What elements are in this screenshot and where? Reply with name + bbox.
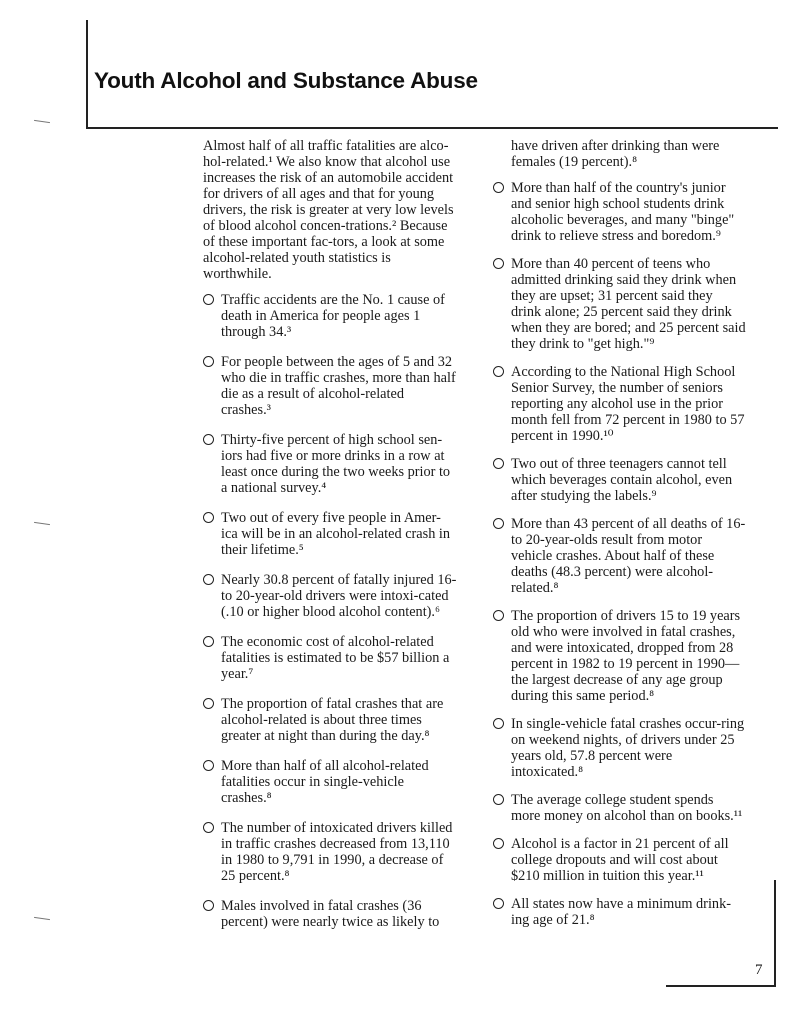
- list-item-text: Traffic accidents are the No. 1 cause of death in America for people ages 1 through 34.³: [221, 292, 445, 340]
- footer-vertical-rule: [774, 880, 776, 986]
- circle-bullet-icon: [493, 182, 504, 193]
- list-item: [203, 758, 457, 806]
- list-item-text: According to the National High School Senior Survey, the number of seniors reporting any alcohol use in the prior month fell from 72 percent in 1980 to 57 percent in 1990.¹⁰: [511, 364, 745, 444]
- page-number: 7: [755, 962, 763, 978]
- list-item: [203, 354, 457, 418]
- circle-bullet-icon: [203, 356, 214, 367]
- list-item: [493, 364, 746, 444]
- list-item-text: Two out of three teenagers cannot tell which beverages contain alcohol, even after studying the labels.⁹: [511, 456, 733, 504]
- circle-bullet-icon: [203, 512, 214, 523]
- list-item: [493, 896, 746, 928]
- circle-bullet-icon: [203, 900, 214, 911]
- list-item: [203, 572, 457, 620]
- list-item-text: The economic cost of alcohol-related fatalities is estimated to be $57 billion a year.⁷: [221, 634, 450, 682]
- list-item-text: The proportion of fatal crashes that are alcohol-related is about three times greater at night than during the day.⁸: [221, 696, 444, 744]
- list-item-text: More than 40 percent of teens who admitted drinking said they drink when they are upset; 31 percent said they drink alone; 25 percent said they drink when they are bored; and 25 percent said they drink to "get high."⁹: [511, 256, 746, 352]
- list-item-text: More than half of all alcohol-related fatalities occur in single-vehicle crashes.⁸: [221, 758, 429, 806]
- circle-bullet-icon: [203, 574, 214, 585]
- list-item-text: More than half of the country's junior and senior high school students drink alcoholic beverages, and many "binge" drink to relieve stress and boredom.⁹: [511, 180, 735, 244]
- circle-bullet-icon: [203, 434, 214, 445]
- margin-mark: [34, 917, 50, 920]
- list-item: [493, 256, 746, 352]
- circle-bullet-icon: [493, 610, 504, 621]
- circle-bullet-icon: [493, 518, 504, 529]
- continued-paragraph: have driven after drinking than were females (19 percent).⁸: [511, 138, 720, 170]
- list-item: [493, 180, 746, 244]
- circle-bullet-icon: [203, 294, 214, 305]
- header-horizontal-rule: [86, 127, 778, 129]
- list-item-text: Alcohol is a factor in 21 percent of all college dropouts and will cost about $210 million in tuition this year.¹¹: [511, 836, 729, 884]
- list-item-text: All states now have a minimum drink-ing age of 21.⁸: [511, 896, 731, 928]
- right-column: [493, 138, 746, 940]
- page-title: Youth Alcohol and Substance Abuse: [94, 68, 478, 93]
- list-item-text: For people between the ages of 5 and 32 who die in traffic crashes, more than half die as a result of alcohol-related crashes.³: [221, 354, 456, 418]
- list-item: [203, 292, 457, 340]
- right-bullet-list: [493, 180, 746, 928]
- list-item: [493, 608, 746, 704]
- list-item-text: The average college student spends more money on alcohol than on books.¹¹: [511, 792, 743, 824]
- list-item-text: Two out of every five people in Amer-ica will be in an alcohol-related crash in their lifetime.⁵: [221, 510, 451, 558]
- list-item: [493, 716, 746, 780]
- circle-bullet-icon: [203, 822, 214, 833]
- circle-bullet-icon: [203, 698, 214, 709]
- list-item-text: In single-vehicle fatal crashes occur-ring on weekend nights, of drivers under 25 years old, 57.8 percent were intoxicated.⁸: [511, 716, 745, 780]
- list-item: [493, 516, 746, 596]
- header-vertical-rule: [86, 20, 88, 128]
- list-item-text: The number of intoxicated drivers killed in traffic crashes decreased from 13,110 in 1980 to 9,791 in 1990, a decrease of 25 percent.⁸: [221, 820, 453, 884]
- list-item: [203, 898, 457, 930]
- circle-bullet-icon: [493, 794, 504, 805]
- margin-mark: [34, 522, 50, 525]
- circle-bullet-icon: [493, 898, 504, 909]
- circle-bullet-icon: [493, 718, 504, 729]
- list-item: [493, 792, 746, 824]
- list-item-text: Males involved in fatal crashes (36 percent) were nearly twice as likely to: [221, 898, 440, 930]
- left-column: [203, 138, 457, 944]
- list-item: [203, 634, 457, 682]
- list-item-text: Nearly 30.8 percent of fatally injured 16- to 20-year-old drivers were intoxi-cated (.10 or higher blood alcohol content).⁶: [221, 572, 457, 620]
- circle-bullet-icon: [203, 636, 214, 647]
- list-item-text: More than 43 percent of all deaths of 16- to 20-year-olds result from motor vehicle crashes. About half of these deaths (48.3 percent) were alcohol-related.⁸: [511, 516, 746, 596]
- intro-paragraph: Almost half of all traffic fatalities are alco-hol-related.¹ We also know that alcohol use increases the risk of an automobile accident for drivers of all ages and that for young drivers, the risk is greater at very low levels of blood alcohol concen-trations.² Because of these important fac-tors, a look at some alcohol-related youth statistics is worthwhile.: [203, 138, 454, 282]
- left-bullet-list: [203, 292, 457, 930]
- list-item: [493, 836, 746, 884]
- circle-bullet-icon: [493, 366, 504, 377]
- list-item: [203, 510, 457, 558]
- margin-mark: [34, 120, 50, 123]
- circle-bullet-icon: [493, 458, 504, 469]
- circle-bullet-icon: [203, 760, 214, 771]
- circle-bullet-icon: [493, 258, 504, 269]
- list-item: [203, 696, 457, 744]
- list-item-text: Thirty-five percent of high school sen-iors had five or more drinks in a row at least once during the two weeks prior to a national survey.⁴: [221, 432, 451, 496]
- list-item: [203, 432, 457, 496]
- footer-horizontal-rule: [666, 985, 776, 987]
- circle-bullet-icon: [493, 838, 504, 849]
- list-item: [203, 820, 457, 884]
- list-item: [493, 456, 746, 504]
- list-item-text: The proportion of drivers 15 to 19 years old who were involved in fatal crashes, and were intoxicated, dropped from 28 percent in 1982 to 19 percent in 1990—the largest decrease of any age group during this same period.⁸: [511, 608, 741, 704]
